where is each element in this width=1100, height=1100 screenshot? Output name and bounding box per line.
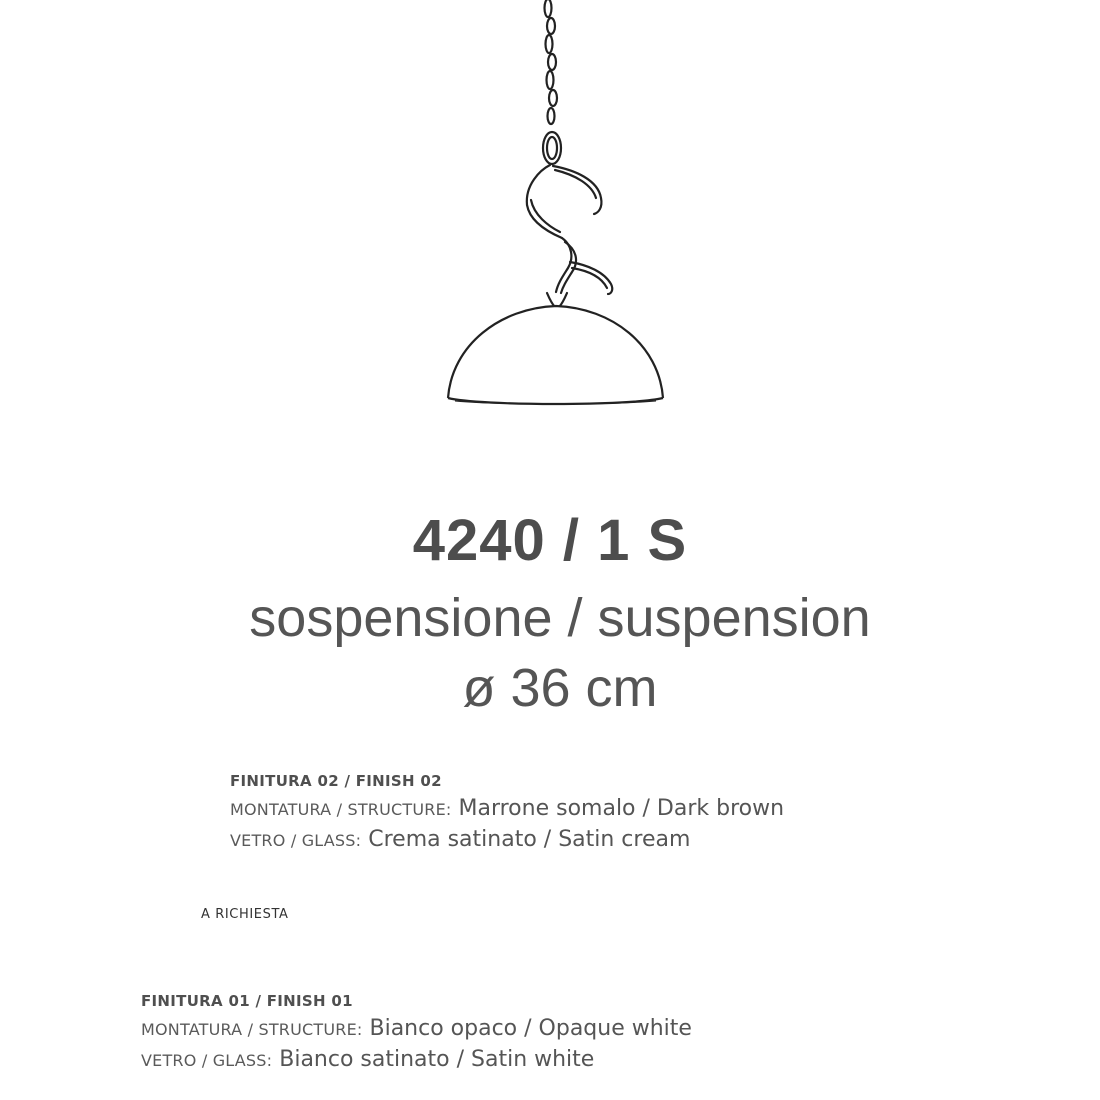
- ring: [543, 132, 561, 164]
- finish-01-structure-row: [141, 1014, 692, 1045]
- finish-01-glass-label: VETRO / GLASS:: [141, 1051, 273, 1070]
- finish-01-title: FINITURA 01 / FINISH 01: [141, 992, 353, 1010]
- finish-02-glass-row: [230, 825, 784, 856]
- finish-01-glass-row: [141, 1045, 692, 1076]
- finish-01-glass-value: Bianco satinato / Satin white: [279, 1047, 595, 1072]
- finish-01-structure-label: MONTATURA / STRUCTURE:: [141, 1020, 363, 1039]
- finish-01-structure-value: Bianco opaco / Opaque white: [369, 1016, 692, 1041]
- shade: [448, 306, 663, 404]
- on-request-note: A RICHIESTA: [201, 907, 289, 922]
- product-type: sospensione / suspension: [249, 588, 871, 648]
- finish-02-structure-label: MONTATURA / STRUCTURE:: [230, 800, 452, 819]
- finish-02-glass-label: VETRO / GLASS:: [230, 831, 362, 850]
- finish-02-structure-row: [230, 794, 784, 825]
- finish-01-block: [141, 988, 692, 1076]
- product-diameter: ø 36 cm: [462, 658, 658, 718]
- finish-02-glass-value: Crema satinato / Satin cream: [368, 827, 691, 852]
- finish-02-block: [230, 768, 784, 856]
- model-number: 4240 / 1 S: [412, 508, 688, 573]
- finish-02-title: FINITURA 02 / FINISH 02: [230, 772, 442, 790]
- s-hook: [527, 165, 612, 307]
- pendant-lamp-drawing: [400, 0, 700, 420]
- finish-02-structure-value: Marrone somalo / Dark brown: [458, 796, 785, 821]
- chain: [545, 0, 558, 124]
